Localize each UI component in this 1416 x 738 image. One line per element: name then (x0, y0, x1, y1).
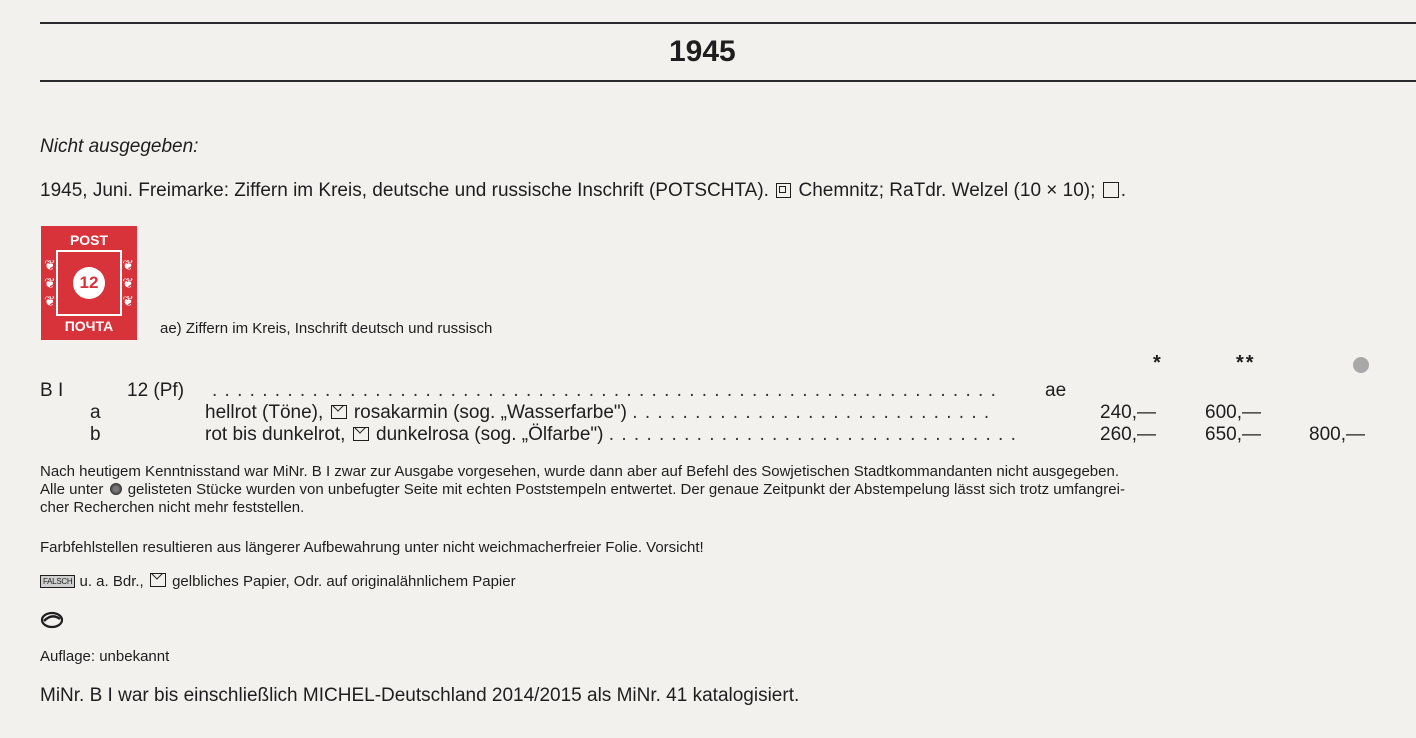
note-text: gelisteten Stücke wurden von unbefugter Seite mit echten Poststempeln entwertet. Der genaue Zeitpunkt der Abstempelung lässt sich trotz umfangrei- (127, 481, 1125, 498)
cover-icon (353, 427, 369, 441)
forgery-icon: FALSCH (40, 575, 75, 588)
cover-icon (331, 405, 347, 419)
variant-letter: b (90, 424, 101, 445)
unused-column-icon: * (1153, 352, 1161, 374)
printer-icon (776, 183, 791, 198)
price-used: 800,— (1309, 424, 1365, 445)
entry-value-number: 12 (127, 380, 149, 401)
variant-text-before: hellrot (Töne), (205, 402, 324, 423)
note-paragraph (40, 573, 516, 590)
note-line (40, 481, 1125, 498)
note-text: gelbliches Papier, Odr. auf originalähnlichem Papier (172, 573, 516, 590)
mint-column-icon: ** (1236, 352, 1256, 374)
imperforate-icon (1103, 182, 1119, 198)
variant-description (205, 424, 1017, 446)
note-text: u. a. Bdr., (79, 573, 144, 590)
price-unused: 240,— (1100, 402, 1156, 423)
ornament-right-icon: ❦ ❦ ❦ (122, 257, 134, 309)
issue-description: 1945, Juni. Freimarke: Ziffern im Kreis, deutsche und russische Inschrift (POTSCHTA). Chemnitz; RaTdr. Welzel (10 × 10); . (40, 180, 1126, 201)
note-text: Alle unter (40, 481, 104, 498)
issue-suffix: Chemnitz; RaTdr. Welzel (10 × 10); (798, 180, 1096, 201)
variant-letter: a (90, 402, 101, 423)
stamp-value: 12 (73, 267, 105, 299)
price-mint: 600,— (1205, 402, 1261, 423)
variant-leader-dots: . . . . . . . . . . . . . . . . . . . . . . . . . . . . . . . . . (608, 424, 1017, 445)
stamp-image (41, 226, 137, 340)
stamp-caption: ae) Ziffern im Kreis, Inschrift deutsch und russisch (160, 320, 493, 337)
entry-value-unit: (Pf) (153, 380, 185, 401)
note-line: cher Recherchen nicht mehr feststellen. (40, 499, 305, 516)
variant-text-after: dunkelrosa (sog. „Ölfarbe") (376, 424, 604, 445)
stamp-frame (56, 250, 122, 316)
entry-type: ae (1045, 380, 1067, 401)
catalog-note: MiNr. B I war bis einschließlich MICHEL-Deutschland 2014/2015 als MiNr. 41 katalogisiert. (40, 685, 800, 706)
variant-text-after: rosakarmin (sog. „Wasserfarbe") (353, 402, 628, 423)
entry-value (127, 380, 184, 402)
variant-leader-dots: . . . . . . . . . . . . . . . . . . . . . . . . . . . . . (632, 402, 991, 423)
stamp-word-top: POST (69, 232, 109, 248)
variant-description (205, 402, 990, 424)
print-run: Auflage: unbekannt (40, 648, 170, 665)
year-heading: 1945 (669, 35, 736, 68)
stamp-word-bottom: ПОЧТА (64, 318, 114, 334)
ornament-left-icon: ❦ ❦ ❦ (44, 257, 56, 309)
note-line: Nach heutigem Kenntnisstand war MiNr. B I zwar zur Ausgabe vorgesehen, wurde dann aber auf Befehl des Sowjetischen Stadtkommandanten nicht ausgegeben. (40, 463, 1119, 480)
certificate-icon (40, 611, 64, 634)
top-rule (40, 22, 1416, 24)
used-stamp-icon (1353, 357, 1369, 373)
entry-number: B I (40, 380, 64, 401)
issue-prefix: 1945, Juni. Freimarke: Ziffern im Kreis, deutsche und russische Inschrift (POTSCHTA). (40, 180, 769, 201)
cover-icon (150, 573, 166, 587)
heading-rule (40, 80, 1416, 82)
price-mint: 650,— (1205, 424, 1261, 445)
used-stamp-icon (110, 483, 122, 495)
note-paragraph: Farbfehlstellen resultieren aus längerer Aufbewahrung unter nicht weichmacherfreier Folie. Vorsicht! (40, 539, 704, 556)
variant-text-before: rot bis dunkelrot, (205, 424, 346, 445)
status-label: Nicht ausgegeben: (40, 136, 199, 157)
entry-leader-dots: . . . . . . . . . . . . . . . . . . . . . . . . . . . . . . . . . . . . . . . . . . . . . . . . . . . . . . . . . . . . . . . (212, 380, 997, 401)
price-unused: 260,— (1100, 424, 1156, 445)
